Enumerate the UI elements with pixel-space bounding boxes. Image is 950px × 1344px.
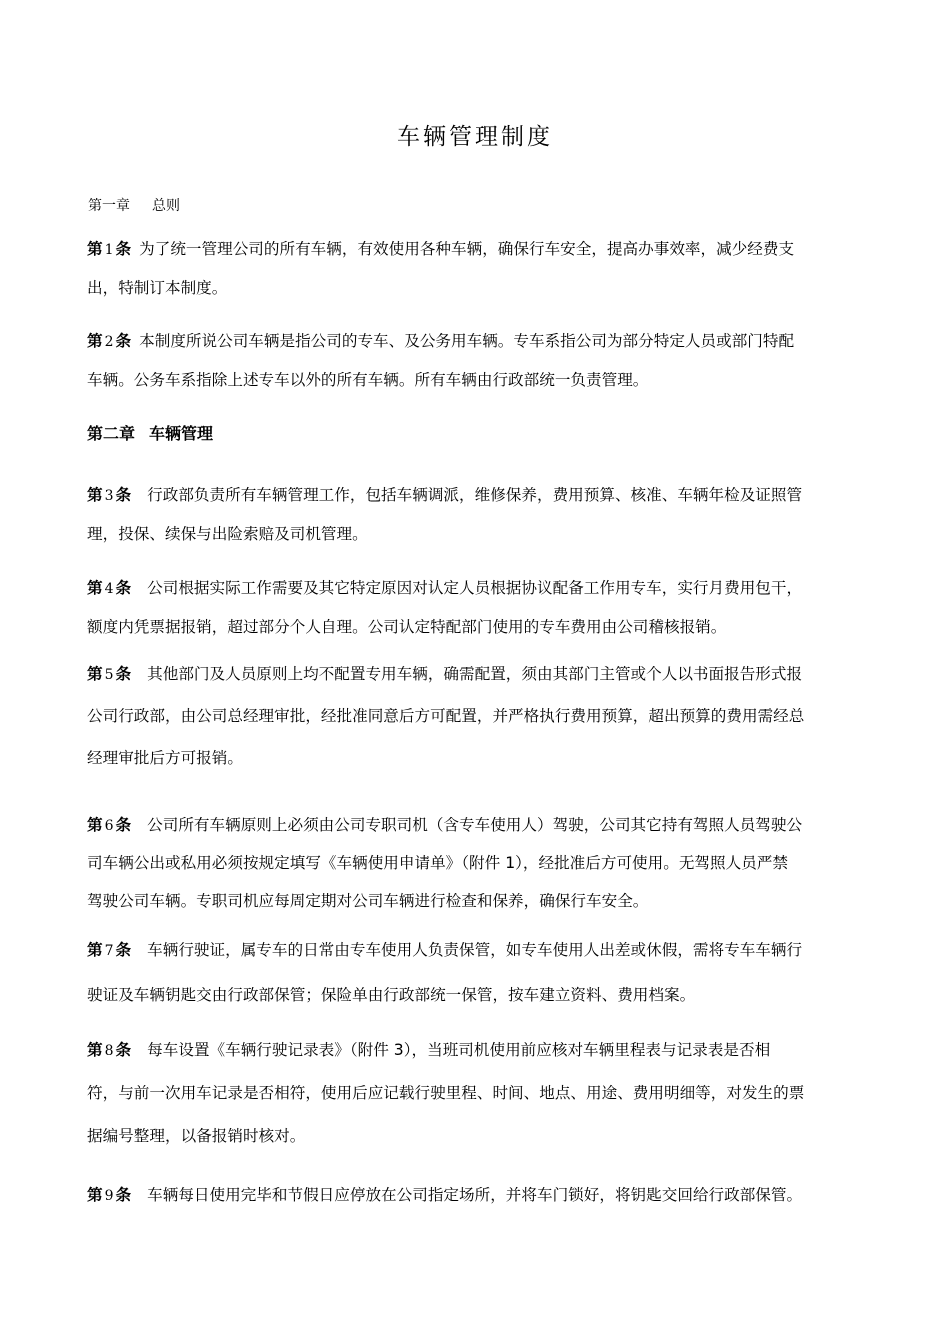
article-text: 出，特制订本制度。 bbox=[87, 279, 228, 297]
article-line bbox=[87, 476, 863, 515]
article-number: 6 bbox=[104, 818, 114, 834]
chapter-1-label: 第一章 bbox=[88, 198, 130, 214]
article-line bbox=[87, 806, 863, 844]
article-2 bbox=[87, 322, 863, 400]
article-prefix: 第 bbox=[87, 332, 103, 350]
article-number: 7 bbox=[104, 943, 114, 959]
article-text: 理，投保、续保与出险索赔及司机管理。 bbox=[87, 525, 368, 543]
chapter-2-heading bbox=[87, 421, 213, 444]
article-suffix: 条 bbox=[115, 1186, 132, 1204]
article-line bbox=[87, 608, 863, 647]
article-suffix: 条 bbox=[115, 665, 132, 683]
article-heading bbox=[87, 579, 131, 597]
chapter-2-name: 车辆管理 bbox=[149, 424, 214, 443]
article-6 bbox=[87, 806, 863, 920]
article-1 bbox=[87, 230, 863, 308]
article-line bbox=[87, 361, 863, 400]
article-text: 符，与前一次用车记录是否相符，使用后应记载行驶里程、时间、地点、用途、费用明细等，对发生的票 bbox=[87, 1084, 805, 1102]
article-prefix: 第 bbox=[87, 941, 103, 959]
article-suffix: 条 bbox=[115, 941, 132, 959]
article-heading bbox=[87, 816, 131, 834]
article-line bbox=[87, 1115, 863, 1158]
article-text: 行政部负责所有车辆管理工作，包括车辆调派，维修保养，费用预算、核准、车辆年检及证照管 bbox=[147, 486, 803, 504]
article-prefix: 第 bbox=[87, 816, 103, 834]
article-text: 公司根据实际工作需要及其它特定原因对认定人员根据协议配备工作用专车，实行月费用包干， bbox=[147, 579, 803, 597]
article-line bbox=[87, 1029, 863, 1072]
article-prefix: 第 bbox=[87, 579, 103, 597]
article-line bbox=[87, 1072, 863, 1115]
article-text: 车辆每日使用完毕和节假日应停放在公司指定场所，并将车门锁好，将钥匙交回给行政部保管。 bbox=[147, 1186, 803, 1204]
article-line bbox=[87, 695, 863, 737]
article-text: 据编号整理，以备报销时核对。 bbox=[87, 1127, 306, 1145]
article-suffix: 条 bbox=[115, 240, 132, 258]
article-suffix: 条 bbox=[115, 816, 132, 834]
article-text: 公司所有车辆原则上必须由公司专职司机（含专车使用人）驾驶，公司其它持有驾照人员驾驶公 bbox=[147, 816, 803, 834]
article-line bbox=[87, 569, 863, 608]
chapter-1-heading bbox=[88, 195, 180, 215]
article-prefix: 第 bbox=[87, 1186, 103, 1204]
article-number: 2 bbox=[104, 334, 114, 350]
article-text: 本制度所说公司车辆是指公司的专车、及公务用车辆。专车系指公司为部分特定人员或部门特配 bbox=[139, 332, 795, 350]
article-text: 公司行政部，由公司总经理审批，经批准同意后方可配置，并严格执行费用预算，超出预算的费用需经总 bbox=[87, 707, 805, 725]
article-7 bbox=[87, 928, 863, 1018]
article-line bbox=[87, 1176, 863, 1215]
article-suffix: 条 bbox=[115, 486, 132, 504]
article-number: 4 bbox=[104, 581, 114, 597]
article-heading bbox=[87, 1041, 131, 1059]
article-3 bbox=[87, 476, 863, 554]
article-suffix: 条 bbox=[115, 332, 132, 350]
article-prefix: 第 bbox=[87, 486, 103, 504]
article-8 bbox=[87, 1029, 863, 1158]
article-text: 驶证及车辆钥匙交由行政部保管；保险单由行政部统一保管，按车建立资料、费用档案。 bbox=[87, 986, 696, 1004]
article-prefix: 第 bbox=[87, 665, 103, 683]
article-heading bbox=[87, 941, 131, 959]
article-number: 8 bbox=[104, 1043, 114, 1059]
article-prefix: 第 bbox=[87, 1041, 103, 1059]
article-text: 经理审批后方可报销。 bbox=[87, 749, 243, 767]
article-text: 其他部门及人员原则上均不配置专用车辆，确需配置，须由其部门主管或个人以书面报告形式报 bbox=[147, 665, 803, 683]
article-line bbox=[87, 515, 863, 554]
article-line bbox=[87, 882, 863, 920]
article-5 bbox=[87, 653, 863, 779]
article-number: 3 bbox=[104, 488, 114, 504]
article-number: 9 bbox=[104, 1188, 114, 1204]
article-line bbox=[87, 928, 863, 973]
chapter-2-label: 第二章 bbox=[87, 424, 136, 443]
article-text: 每车设置《车辆行驶记录表》（附件 3），当班司机使用前应核对车辆里程表与记录表是否相 bbox=[147, 1041, 771, 1059]
article-suffix: 条 bbox=[115, 579, 132, 597]
article-4 bbox=[87, 569, 863, 647]
article-line bbox=[87, 844, 863, 882]
article-heading bbox=[87, 1186, 131, 1204]
article-heading bbox=[87, 240, 131, 258]
article-text: 为了统一管理公司的所有车辆，有效使用各种车辆，确保行车安全，提高办事效率，减少经费支 bbox=[139, 240, 795, 258]
article-suffix: 条 bbox=[115, 1041, 132, 1059]
article-line bbox=[87, 653, 863, 695]
article-number: 5 bbox=[104, 667, 114, 683]
document-title: 车辆管理制度 bbox=[397, 124, 553, 150]
article-heading bbox=[87, 332, 131, 350]
article-text: 额度内凭票据报销，超过部分个人自理。公司认定特配部门使用的专车费用由公司稽核报销。 bbox=[87, 618, 727, 636]
article-text: 车辆行驶证，属专车的日常由专车使用人负责保管，如专车使用人出差或休假，需将专车车辆行 bbox=[147, 941, 803, 959]
article-text: 驾驶公司车辆。专职司机应每周定期对公司车辆进行检查和保养，确保行车安全。 bbox=[87, 892, 649, 910]
article-text: 司车辆公出或私用必须按规定填写《车辆使用申请单》（附件 1），经批准后方可使用。无驾照人员严禁 bbox=[87, 854, 788, 872]
article-line bbox=[87, 269, 863, 308]
article-text: 车辆。公务车系指除上述专车以外的所有车辆。所有车辆由行政部统一负责管理。 bbox=[87, 371, 649, 389]
article-number: 1 bbox=[104, 242, 114, 258]
article-line bbox=[87, 737, 863, 779]
article-line bbox=[87, 973, 863, 1018]
article-heading bbox=[87, 665, 131, 683]
article-9 bbox=[87, 1176, 863, 1215]
article-line bbox=[87, 230, 863, 269]
article-prefix: 第 bbox=[87, 240, 103, 258]
article-line bbox=[87, 322, 863, 361]
chapter-1-name: 总则 bbox=[152, 198, 180, 214]
article-heading bbox=[87, 486, 131, 504]
